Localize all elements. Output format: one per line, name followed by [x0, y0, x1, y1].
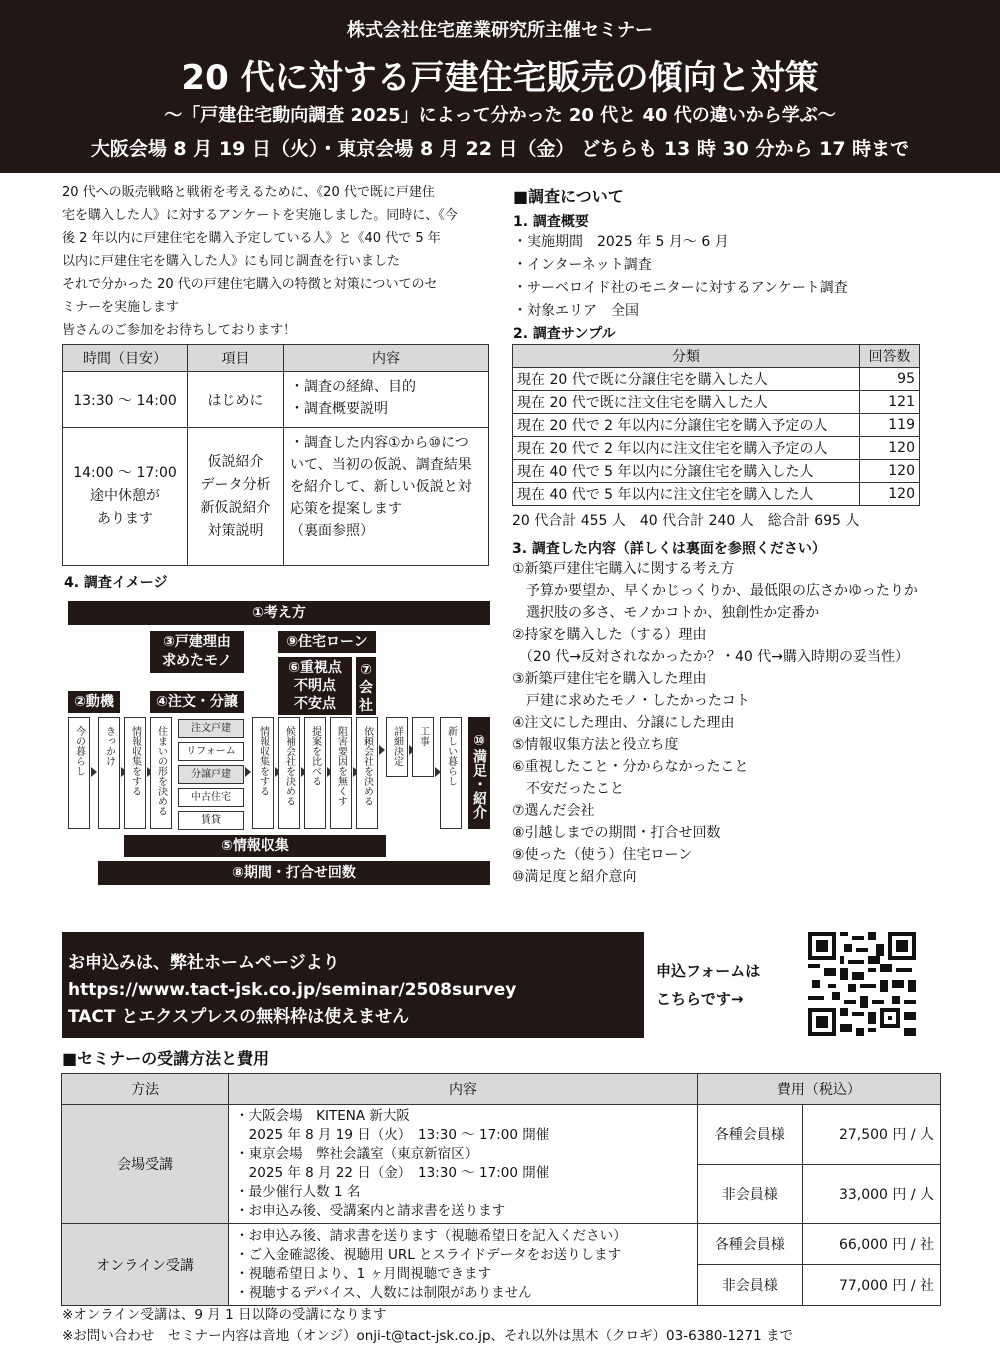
sample-count: 119 [860, 414, 920, 437]
sample-totals: 20 代合計 455 人 40 代合計 240 人 総合計 695 人 [512, 513, 860, 529]
table-row [513, 414, 920, 437]
list-item: ①新築戸建住宅購入に関する考え方 [512, 561, 735, 577]
fee-header: 方法 [62, 1074, 229, 1105]
sample-count: 120 [860, 483, 920, 506]
list-item: ・実施期間 2025 年 5 月～ 6 月 [513, 234, 729, 250]
table-row [513, 437, 920, 460]
arrow-icon [379, 745, 385, 755]
table-row [63, 428, 489, 566]
apply-url-link[interactable]: https://www.tact-jsk.co.jp/seminar/2508survey [68, 980, 517, 1000]
step-info-gathering-2: 情報収集をする [252, 717, 274, 829]
fee-heading: ■セミナーの受講方法と費用 [62, 1049, 270, 1068]
price: 27,500 円 / 人 [802, 1105, 940, 1165]
fee-header: 費用（税込） [697, 1074, 940, 1105]
table-row [63, 372, 489, 428]
sample-count: 120 [860, 437, 920, 460]
price: 66,000 円 / 社 [802, 1224, 940, 1265]
apply-text: お申込みは、弊社ホームページより [68, 953, 340, 973]
option-renovation: リフォーム [178, 742, 244, 761]
sample-count: 121 [860, 391, 920, 414]
member-type: 各種会員様 [697, 1105, 802, 1165]
header-banner [0, 0, 1000, 173]
schedule-header: 時間（目安） [63, 345, 188, 372]
step-compare: 提案を比べる [304, 717, 326, 829]
survey-contents [512, 538, 962, 888]
method-venue: 会場受講 [62, 1105, 229, 1224]
sample-count: 120 [860, 460, 920, 483]
step-house-type: 住まいの形を決める [150, 717, 172, 829]
sample-label: 現在 40 代で 5 年以内に分譲住宅を購入した人 [513, 460, 860, 483]
seminar-dates: 大阪会場 8 月 19 日（火）・東京会場 8 月 22 日（金） どちらも 13 時 30 分から 17 時まで [90, 138, 910, 160]
list-item: 選択肢の多さ、モノかコトか、独創性か定番か [512, 605, 820, 621]
footnote: ※オンライン受講は、9 月 1 日以降の受講になります [62, 1307, 387, 1323]
step-trigger: きっかけ [98, 717, 120, 829]
apply-note-text: TACT とエクスプレスの無料枠は使えません [68, 1007, 410, 1027]
overview-heading: 1. 調査概要 [513, 214, 589, 230]
option-custom-home: 注文戸建 [178, 719, 244, 738]
schedule-content: ・調査した内容①から⑩につ いて、当初の仮説、調査結果 を紹介して、新しい仮説と対 応策を提案します （裏面参照） [284, 428, 489, 566]
sample-label: 現在 20 代で既に注文住宅を購入した人 [513, 391, 860, 414]
online-details: ・お申込み後、請求書を送ります（視聴希望日を記入ください） ・ご入金確認後、視聴用 URL とスライドデータをお送りします ・視聴希望日より、1 ヶ月間視聴できます ・視聴するデバイス、人数には制限がありません [229, 1224, 698, 1306]
table-row [62, 1105, 941, 1165]
fee-header: 内容 [229, 1074, 698, 1105]
apply-box [62, 932, 644, 1038]
member-type: 各種会員様 [697, 1224, 802, 1265]
organizer: 株式会社住宅産業研究所主催セミナー [347, 20, 653, 41]
sample-label: 現在 20 代で 2 年以内に分譲住宅を購入予定の人 [513, 414, 860, 437]
step-construction: 工事 [412, 717, 434, 777]
fee-table [61, 1073, 941, 1306]
list-item: ④注文にした理由、分譲にした理由 [512, 715, 735, 731]
method-online: オンライン受講 [62, 1224, 229, 1306]
intro-paragraph: それで分かった 20 代の戸建住宅購入の特徴と対策についてのセ ミナーを実施します [62, 277, 438, 315]
table-row [513, 483, 920, 506]
label-motive: ②動機 [68, 691, 120, 713]
list-item: ②持家を購入した（する）理由 [512, 627, 707, 643]
label-company: ⑦ 会社 [356, 657, 376, 715]
image-section-title: 4. 調査イメージ [64, 575, 168, 591]
step-select-company: 依頼会社を決める [356, 717, 378, 829]
content-heading: 3. 調査した内容（詳しくは裏面を参照ください） [512, 541, 826, 557]
schedule-time: 13:30 ～ 14:00 [63, 372, 188, 428]
table-row [513, 368, 920, 391]
bar-thinking: ①考え方 [68, 601, 490, 625]
schedule-item: はじめに [188, 372, 284, 428]
member-type: 非会員様 [697, 1265, 802, 1306]
list-item: 戸建に求めたモノ・したかったコト [512, 693, 750, 709]
price: 77,000 円 / 社 [802, 1265, 940, 1306]
list-item: 不安だったこと [512, 781, 624, 797]
intro-paragraph: 20 代への販売戦略と戦術を考えるために、《20 代で既に戸建住 宅を購入した人》に対するアンケートを実施しました。同時に、《今 後 2 年以内に戸建住宅を購入予定している人》と《40 代で 5 年 以内に戸建住宅を購入した人》にも同じ調査を行いました [62, 185, 458, 269]
table-row [513, 460, 920, 483]
survey-heading: ■調査について [513, 187, 624, 206]
sample-count: 95 [860, 368, 920, 391]
table-row [513, 391, 920, 414]
list-item: ⑥重視したこと・分からなかったこと [512, 759, 749, 775]
list-item: ⑤情報収集方法と役立ち度 [512, 737, 679, 753]
list-item: ③新築戸建住宅を購入した理由 [512, 671, 707, 687]
step-candidates: 候補会社を決める [278, 717, 300, 829]
page-title: 20 代に対する戸建住宅販売の傾向と対策 [181, 58, 819, 98]
schedule-header: 内容 [284, 345, 489, 372]
step-remove-obstacles: 阻害要因を無くす [330, 717, 352, 829]
survey-diagram [62, 595, 494, 890]
sample-table [512, 344, 920, 506]
schedule-item: 仮説紹介 データ分析 新仮説紹介 対策説明 [188, 428, 284, 566]
label-reason: ③戸建理由 求めたモノ [150, 631, 244, 673]
page-subtitle: ～「戸建住宅動向調査 2025」によって分かった 20 代と 40 代の違いから学ぶ～ [164, 105, 836, 126]
list-item: 予算か要望か、早くかじっくりか、最低限の広さかゆったりか [512, 583, 918, 599]
footnotes [62, 1305, 793, 1347]
step-details: 詳細決定 [386, 717, 408, 777]
sample-header: 回答数 [860, 345, 920, 368]
option-used-home: 中古住宅 [178, 788, 244, 807]
label-loan: ⑨住宅ローン [278, 631, 376, 653]
option-built-for-sale: 分譲戸建 [178, 765, 244, 784]
form-note: 申込フォームは こちらです→ [656, 962, 761, 1008]
arrow-icon [245, 767, 251, 777]
option-rental: 賃貸 [178, 811, 244, 830]
schedule-header: 項目 [188, 345, 284, 372]
footnote: ※お問い合わせ セミナー内容は音地（オンジ）onji-t@tact-jsk.co.jp、それ以外は黒木（クロギ）03-6380-1271 まで [62, 1328, 793, 1344]
label-satisfaction: ⑩満足・紹介 [468, 717, 490, 829]
schedule-content: ・調査の経緯、目的 ・調査概要説明 [284, 372, 489, 428]
list-item: ・対象エリア 全国 [513, 303, 639, 319]
arrow-icon [91, 767, 97, 777]
list-item: ・サーベロイド社のモニターに対するアンケート調査 [513, 280, 848, 296]
qr-code-icon[interactable] [808, 932, 916, 1036]
bar-info-gathering: ⑤情報収集 [124, 835, 386, 857]
intro-paragraph: 皆さんのご参加をお待ちしております！ [62, 323, 297, 338]
member-type: 非会員様 [697, 1164, 802, 1224]
label-order-sale: ④注文・分譲 [150, 691, 244, 713]
schedule-table [62, 344, 489, 566]
step-info-gathering: 情報収集をする [124, 717, 146, 829]
list-item: （20 代→反対されなかったか？・40 代→購入時期の妥当性） [512, 649, 909, 665]
list-item: ⑦選んだ会社 [512, 803, 595, 819]
list-item: ⑧引越しまでの期間・打合せ回数 [512, 825, 721, 841]
step-new-life: 新しい暮らし [440, 717, 462, 829]
step-current-life: 今の暮らし [68, 717, 90, 829]
sample-label: 現在 20 代で既に分譲住宅を購入した人 [513, 368, 860, 391]
table-row [62, 1224, 941, 1265]
list-item: ⑨使った（使う）住宅ローン [512, 847, 693, 863]
sample-label: 現在 40 代で 5 年以内に注文住宅を購入した人 [513, 483, 860, 506]
bar-period: ⑧期間・打合せ回数 [98, 861, 490, 885]
sample-heading: 2. 調査サンプル [513, 326, 616, 342]
survey-info [513, 184, 953, 343]
label-priorities: ⑥重視点 不明点 不安点 [278, 657, 352, 715]
venue-details: ・大阪会場 KITENA 新大阪 2025 年 8 月 19 日（火） 13:30 ～ 17:00 開催 ・東京会場 弊社会議室（東京新宿区） 2025 年 8 月 22 日（金） 13:30 ～ 17:00 開催 ・最少催行人数 1 名 ・お申込み後、受講案内と請求書を送ります [229, 1105, 698, 1224]
schedule-time: 14:00 ～ 17:00 途中休憩が あります [63, 428, 188, 566]
intro-text [62, 181, 492, 342]
list-item: ⑩満足度と紹介意向 [512, 869, 637, 885]
sample-label: 現在 20 代で 2 年以内に注文住宅を購入予定の人 [513, 437, 860, 460]
list-item: ・インターネット調査 [513, 257, 652, 273]
price: 33,000 円 / 人 [802, 1164, 940, 1224]
sample-header: 分類 [513, 345, 860, 368]
